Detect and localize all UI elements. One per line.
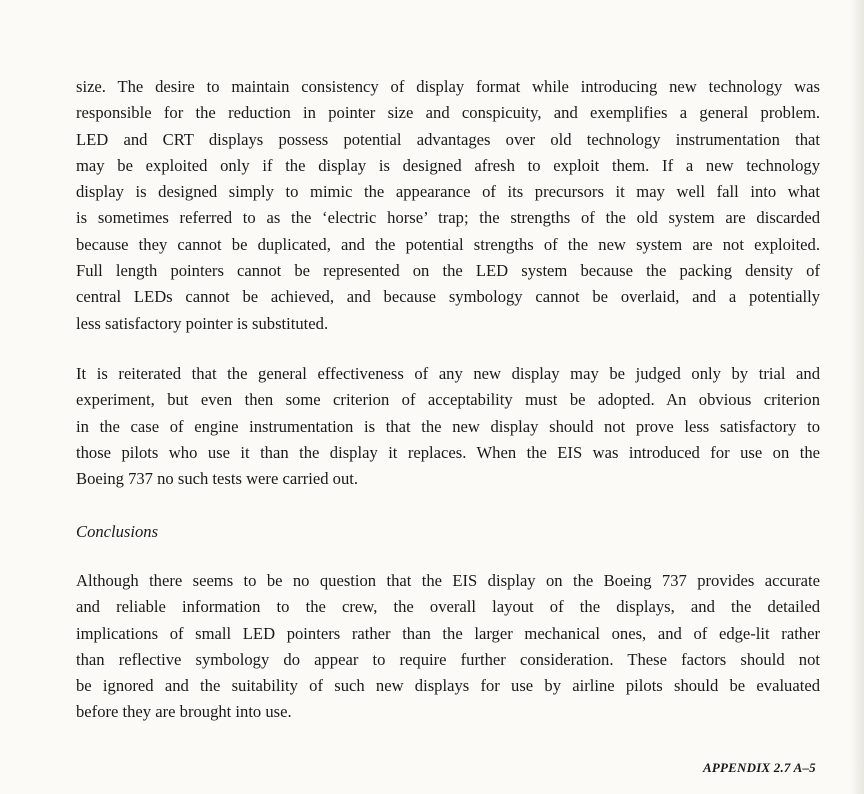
- page-edge-shadow: [850, 0, 864, 794]
- paragraph-line: responsible for the reduction in pointer size and conspicuity, and exemplifies a general problem.: [76, 103, 820, 123]
- paragraph-line: implications of small LED pointers rather than the larger mechanical ones, and of edge-lit rather: [76, 623, 820, 643]
- paragraph-line: and reliable information to the crew, the overall layout of the displays, and the detailed: [76, 597, 820, 617]
- paragraph-line: may be exploited only if the display is designed afresh to exploit them. If a new technology: [76, 155, 820, 175]
- paragraph-line: display is designed simply to mimic the appearance of its precursors it may well fall into what: [76, 182, 820, 202]
- paragraph-line: be ignored and the suitability of such new displays for use by airline pilots should be evaluated: [76, 676, 820, 696]
- paragraph-line: size. The desire to maintain consistency of display format while introducing new technology was: [76, 77, 820, 96]
- paragraph-line: It is reiterated that the general effectiveness of any new display may be judged only by trial and: [76, 364, 820, 383]
- paragraph-line: is sometimes referred to as the ‘electric horse’ trap; the strengths of the old system are discarded: [76, 208, 820, 228]
- paragraph-line: less satisfactory pointer is substituted.: [76, 313, 329, 333]
- paragraph-line: LED and CRT displays possess potential advantages over old technology instrumentation that: [76, 129, 820, 149]
- paragraph-line: Boeing 737 no such tests were carried out.: [76, 469, 359, 489]
- paragraph-line: than reflective symbology do appear to require further consideration. These factors should not: [76, 649, 820, 669]
- paragraph-line: Although there seems to be no question that the EIS display on the Boeing 737 provides accurate: [76, 571, 820, 590]
- page-footer-appendix-label: APPENDIX 2.7 A–5: [703, 760, 816, 775]
- paragraph-effectiveness: [76, 361, 820, 492]
- paragraph-line: experiment, but even then some criterion of acceptability must be adopted. An obvious criterion: [76, 390, 820, 410]
- paragraph-pointer-size: [76, 74, 820, 337]
- section-heading-conclusions: Conclusions: [76, 522, 159, 541]
- paragraph-line: before they are brought into use.: [76, 702, 292, 722]
- paragraph-line: because they cannot be duplicated, and the potential strengths of the new system are not exploited.: [76, 234, 820, 254]
- paragraph-line: Full length pointers cannot be represented on the LED system because the packing density of: [76, 261, 820, 281]
- paragraph-conclusions: [76, 568, 820, 726]
- paragraph-line: central LEDs cannot be achieved, and because symbology cannot be overlaid, and a potentially: [76, 287, 820, 307]
- paragraph-line: those pilots who use it than the display it replaces. When the EIS was introduced for use on the: [76, 442, 820, 462]
- paragraph-line: in the case of engine instrumentation is that the new display should not prove less satisfactory to: [76, 416, 820, 436]
